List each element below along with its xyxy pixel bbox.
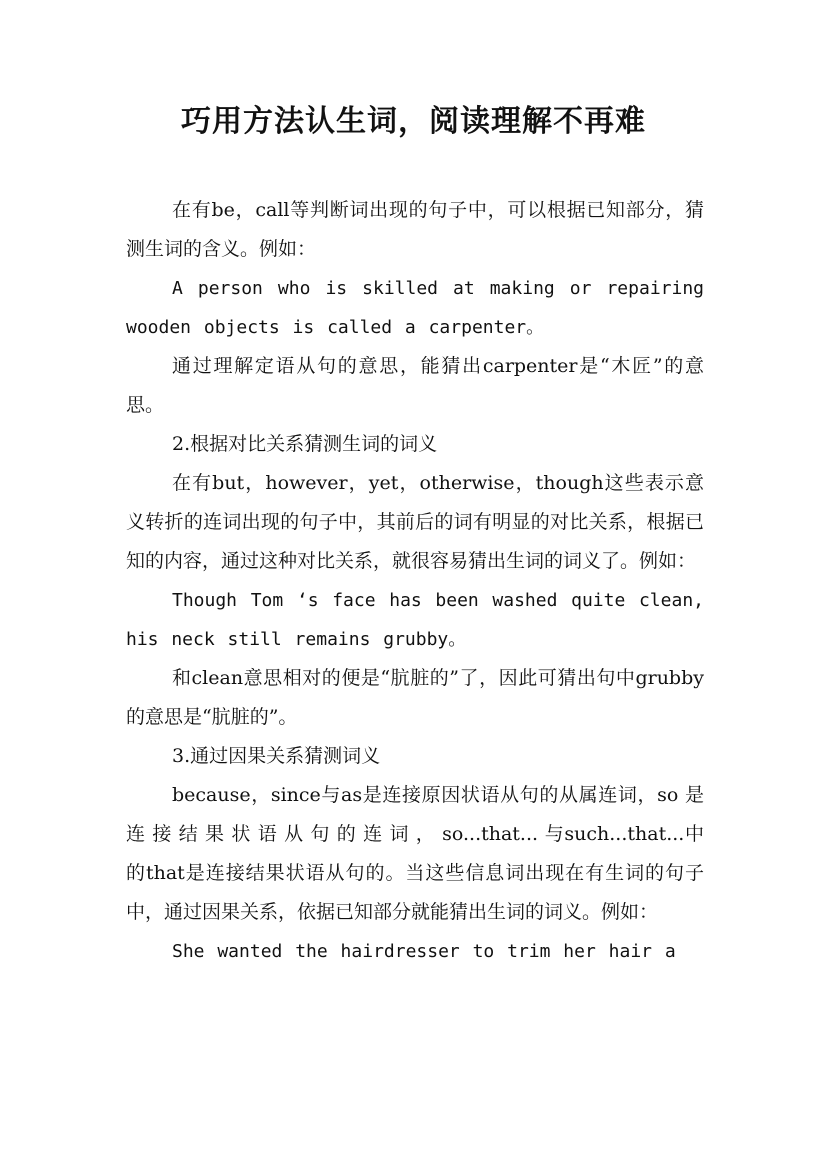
paragraph-cause-effect: because，since与as是连接原因状语从句的从属连词，so 是 连 接 结 果 状 语 从 句 的 连 词 ， so...that... 与such...that...中的that是连接结果状语从句的。当这些信息词出现在有生词的句子中，通过因果关系，依据已知部分就能猜出生词的词义。例如： xyxy=(126,784,704,923)
paragraph-contrast: 在有but，however，yet，otherwise，though这些表示意义转折的连词出现的句子中，其前后的词有明显的对比关系，根据已知的内容，通过这种对比关系，就很容易猜出生词的词义了。例如： xyxy=(126,472,704,572)
section-heading-contrast: 2.根据对比关系猜测生词的词义 xyxy=(172,433,438,455)
paragraph-intro: 在有be，call等判断词出现的句子中，可以根据已知部分，猜测生词的含义。例如： xyxy=(126,199,704,260)
section-heading-cause-effect: 3.通过因果关系猜测词义 xyxy=(172,745,381,767)
paragraph-explanation-grubby: 和clean意思相对的便是“肮脏的”了，因此可猜出句中grubby的意思是“肮脏的”。 xyxy=(126,667,704,728)
example-sentence-trim: She wanted the hairdresser to trim her hair a xyxy=(172,941,676,962)
example-sentence-carpenter: A person who is skilled at making or repairing wooden objects is called a carpenter。 xyxy=(126,278,704,338)
document-title: 巧用方法认生词，阅读理解不再难 xyxy=(181,104,646,139)
paragraph-explanation-carpenter: 通过理解定语从句的意思，能猜出carpenter是“木匠”的意思。 xyxy=(126,355,704,416)
example-sentence-grubby: Though Tom ‘s face has been washed quite clean, his neck still remains grubby。 xyxy=(126,590,704,650)
document-body xyxy=(126,191,704,971)
